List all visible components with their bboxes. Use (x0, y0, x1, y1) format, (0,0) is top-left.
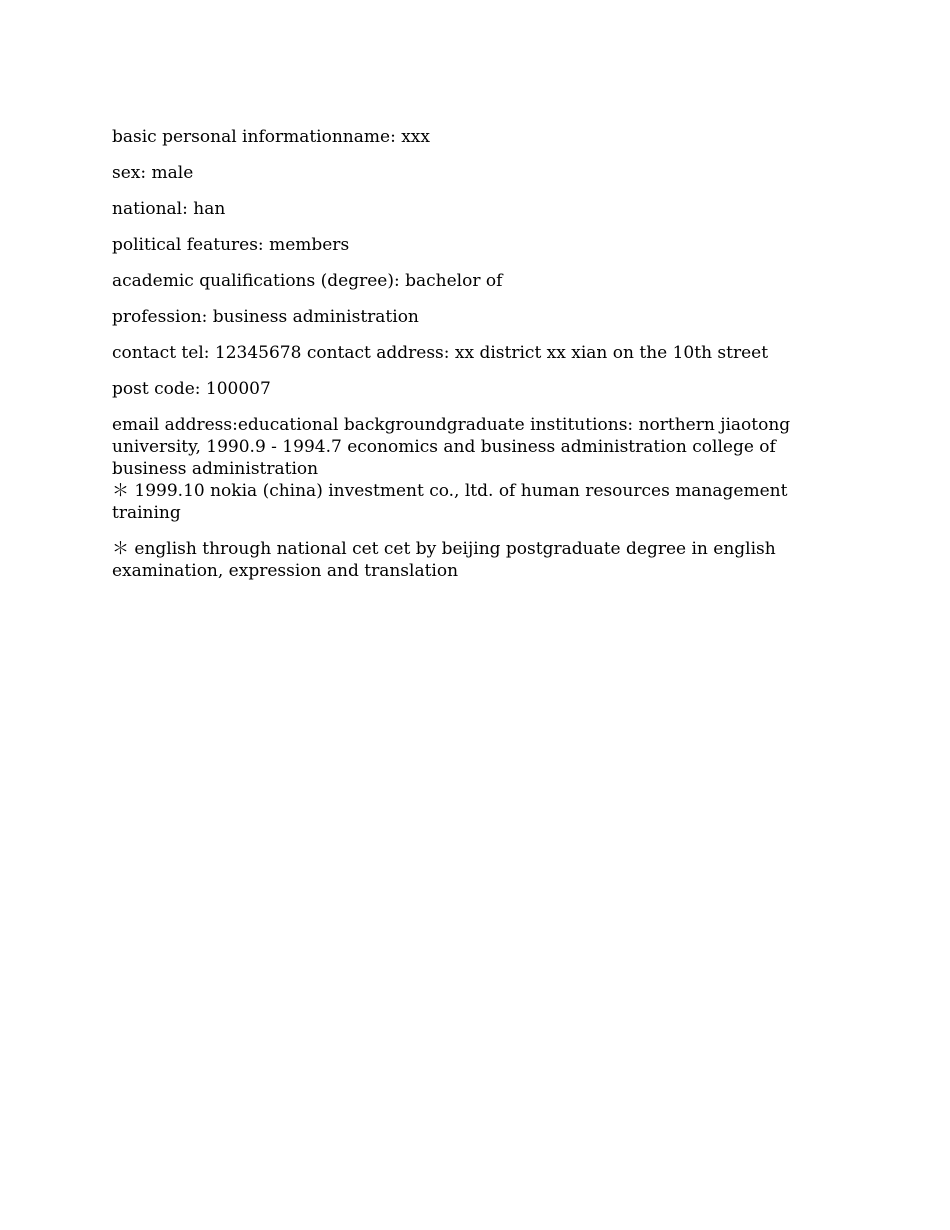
paragraph-academic-qualifications: academic qualifications (degree): bachelor of (112, 271, 503, 291)
paragraph-sex: sex: male (112, 163, 194, 183)
paragraph-training: ＊ 1999.10 nokia (china) investment co., ltd. of human resources management training (112, 481, 788, 523)
paragraph-political-features: political features: members (112, 235, 350, 255)
paragraph-basic-info: basic personal informationname: xxx (112, 127, 430, 147)
paragraph-post-code: post code: 100007 (112, 379, 271, 399)
paragraph-contact: contact tel: 12345678 contact address: xx district xx xian on the 10th street (112, 343, 769, 363)
paragraph-education: email address:educational backgroundgraduate institutions: northern jiaotong university, 1990.9 - 1994.7 economics and business administration college of business administration (112, 415, 791, 479)
document-body (112, 126, 842, 596)
paragraph-national: national: han (112, 199, 226, 219)
paragraph-profession: profession: business administration (112, 307, 419, 327)
paragraph-english: ＊ english through national cet cet by beijing postgraduate degree in english examination, expression and translation (112, 539, 776, 581)
